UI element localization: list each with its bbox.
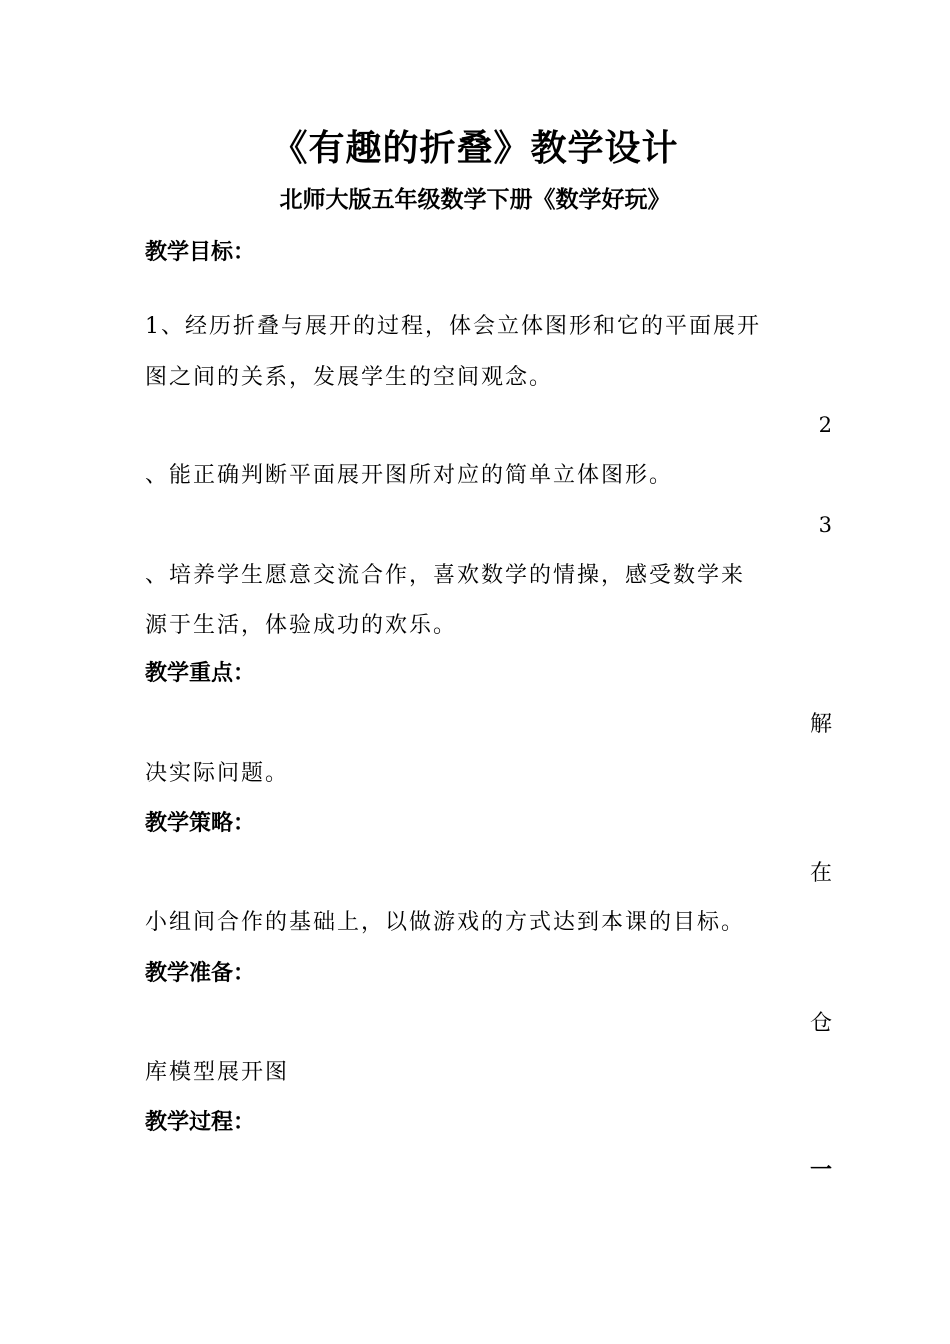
strategy-heading: 教学策略： <box>145 811 256 836</box>
keypoints-lead-char: 解 <box>809 712 832 737</box>
document-subtitle: 北师大版五年级数学下册《数学好玩》 <box>279 187 671 213</box>
goals-heading: 教学目标： <box>145 240 256 265</box>
process-heading: 教学过程： <box>145 1110 256 1135</box>
preparation-lead-char: 仓 <box>809 1011 832 1036</box>
goal-2-number: 2 <box>818 413 832 437</box>
goal-3-line-1: 、培养学生愿意交流合作，喜欢数学的情操，感受数学来 <box>145 563 746 588</box>
goal-1-line-2: 图之间的关系，发展学生的空间观念。 <box>145 365 554 390</box>
process-lead-char: 一 <box>809 1157 832 1183</box>
goal-3-line-2: 源于生活，体验成功的欢乐。 <box>145 613 458 638</box>
document-title: 《有趣的折叠》教学设计 <box>271 127 679 169</box>
goal-1-line-1: 1、经历折叠与展开的过程，体会立体图形和它的平面展开 <box>145 314 761 339</box>
goal-2-text: 、能正确判断平面展开图所对应的简单立体图形。 <box>145 463 674 488</box>
keypoints-text: 决实际问题。 <box>145 761 290 786</box>
goal-3-number: 3 <box>818 513 832 537</box>
preparation-text: 库模型展开图 <box>145 1060 290 1085</box>
keypoints-heading: 教学重点： <box>145 661 256 686</box>
strategy-text: 小组间合作的基础上，以做游戏的方式达到本课的目标。 <box>145 910 746 935</box>
preparation-heading: 教学准备： <box>145 961 256 986</box>
strategy-lead-char: 在 <box>809 861 832 886</box>
